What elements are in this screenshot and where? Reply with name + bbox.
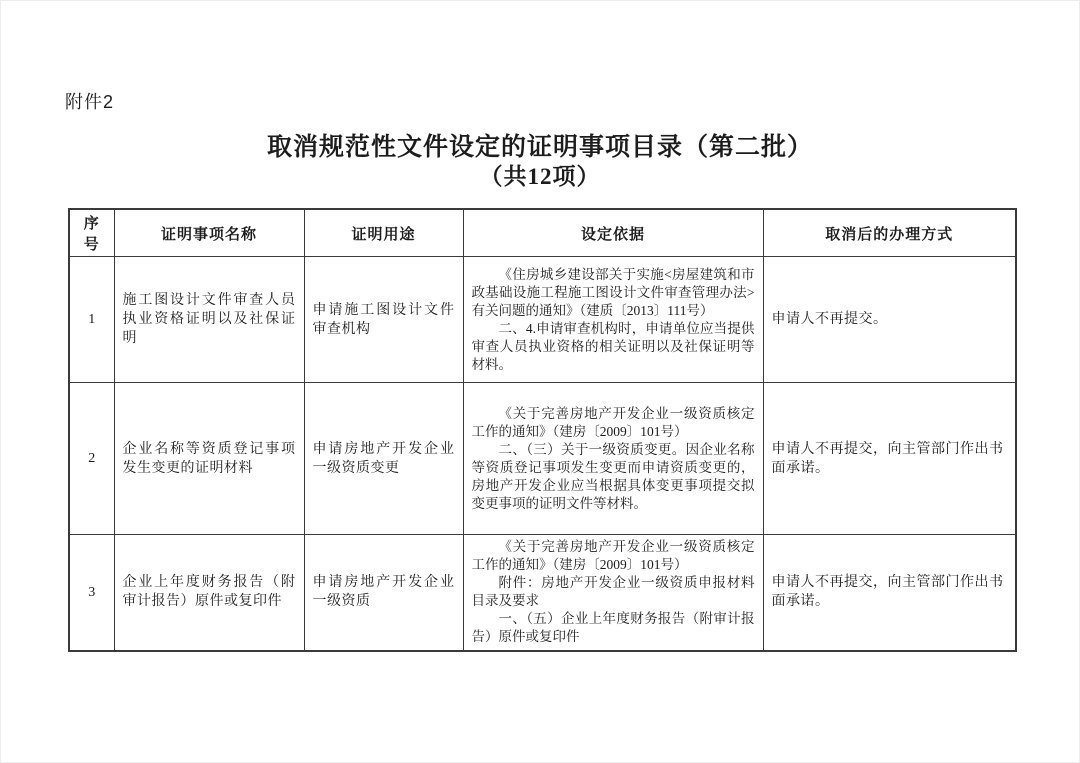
page-title: [0, 133, 1080, 191]
attachment-label: 附件2: [65, 92, 115, 112]
cell-method: 申请人不再提交。: [763, 257, 1016, 383]
table-row: [69, 535, 1016, 651]
cell-purpose: 申请房地产开发企业一级资质: [304, 535, 463, 651]
table-header-row: [69, 209, 1016, 257]
page-title-line2: （共12项）: [479, 164, 601, 189]
basis-paragraph: 《住房城乡建设部关于实施<房屋建筑和市政基础设施工程施工图设计文件审查管理办法>有关问题的通知》（建质〔2013〕111号）: [471, 266, 755, 318]
cell-item-name: 企业名称等资质登记事项发生变更的证明材料: [114, 383, 304, 535]
cell-basis: [463, 535, 763, 651]
cell-item-name: 施工图设计文件审查人员执业资格证明以及社保证明: [114, 257, 304, 383]
table-row: [69, 257, 1016, 383]
page-title-line1: 取消规范性文件设定的证明事项目录（第二批）: [266, 134, 813, 161]
header-item-name: 证明事项名称: [114, 209, 304, 257]
header-method: 取消后的办理方式: [763, 209, 1016, 257]
basis-paragraph: 《关于完善房地产开发企业一级资质核定工作的通知》（建房〔2009〕101号）: [471, 405, 755, 439]
cell-serial-number: 1: [69, 257, 114, 383]
cell-purpose: 申请施工图设计文件审查机构: [304, 257, 463, 383]
basis-paragraph: 《关于完善房地产开发企业一级资质核定工作的通知》（建房〔2009〕101号）: [471, 539, 755, 573]
basis-paragraph: 附件：房地产开发企业一级资质申报材料目录及要求: [471, 575, 755, 609]
cell-method: 申请人不再提交，向主管部门作出书面承诺。: [763, 383, 1016, 535]
cell-basis: [463, 383, 763, 535]
cell-method: 申请人不再提交，向主管部门作出书面承诺。: [763, 535, 1016, 651]
header-purpose: 证明用途: [304, 209, 463, 257]
catalog-table: [68, 208, 1017, 652]
cell-basis: [463, 257, 763, 383]
basis-paragraph: 一、（五）企业上年度财务报告（附审计报告）原件或复印件: [471, 611, 755, 645]
header-serial-number: 序号: [69, 209, 114, 257]
cell-serial-number: 3: [69, 535, 114, 651]
cell-purpose: 申请房地产开发企业一级资质变更: [304, 383, 463, 535]
cell-serial-number: 2: [69, 383, 114, 535]
basis-paragraph: 二、4.申请审查机构时，申请单位应当提供审查人员执业资格的相关证明以及社保证明等材料。: [471, 320, 755, 372]
table-row: [69, 383, 1016, 535]
basis-paragraph: 二、（三）关于一级资质变更。因企业名称等资质登记事项发生变更而申请资质变更的，房地产开发企业应当根据具体变更事项提交拟变更事项的证明文件等材料。: [471, 441, 755, 511]
cell-item-name: 企业上年度财务报告（附审计报告）原件或复印件: [114, 535, 304, 651]
header-basis: 设定依据: [463, 209, 763, 257]
